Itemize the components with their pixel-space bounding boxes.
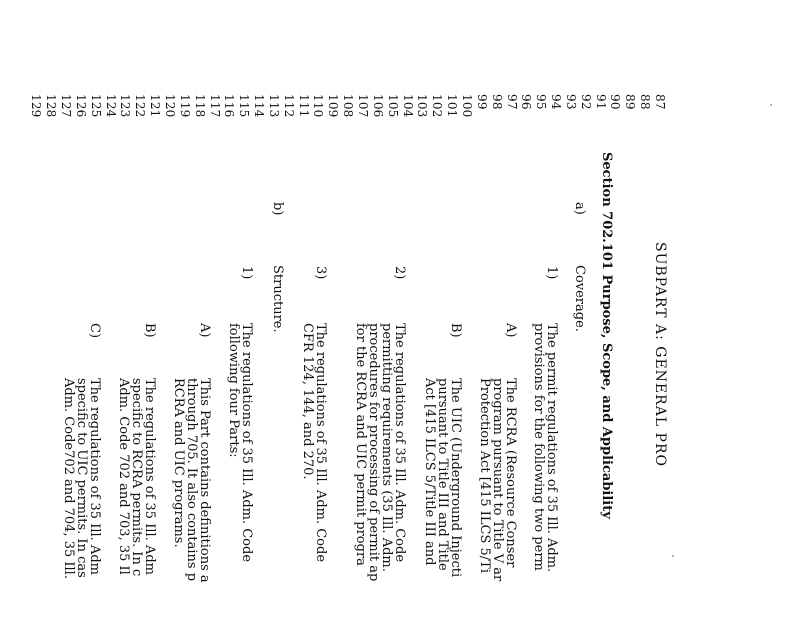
line-number: 96	[519, 94, 534, 110]
line-number: 125	[88, 94, 103, 118]
line-number: 91	[593, 94, 608, 110]
subsection-b-label: b)	[270, 202, 285, 216]
line-number: 109	[326, 94, 341, 118]
line-number: 106	[370, 94, 385, 118]
para-a1-label: 1)	[544, 266, 559, 280]
line-number: 102	[430, 94, 445, 118]
line-number: 99	[474, 94, 489, 110]
para-a2-line-3: procedures for processing of permit ap	[366, 323, 381, 582]
line-number: 121	[148, 94, 163, 118]
line-number: 97	[504, 94, 519, 110]
line-number: 115	[237, 94, 252, 118]
line-number: 128	[44, 94, 59, 118]
item-b1A-line-2: through 705. It also contains p	[184, 378, 199, 582]
line-number: 92	[578, 94, 593, 110]
item-b1A-label: A)	[197, 323, 212, 338]
para-a2-line-2: permitting requirements (35 Ill. Adm.	[379, 323, 394, 572]
line-number: 119	[177, 94, 192, 118]
item-a1B-line-1: The UIC (Underground Injecti	[448, 378, 463, 578]
line-number: 93	[563, 94, 578, 110]
line-number: 98	[489, 94, 504, 110]
line-number: 114	[252, 94, 267, 118]
item-a1B-line-2: pursuant to Title III and Title	[435, 378, 450, 571]
line-number: 100	[459, 94, 474, 118]
line-number: 108	[341, 94, 356, 118]
line-number: 111	[296, 94, 311, 118]
scan-speck	[770, 104, 772, 106]
item-b1B-label: B)	[142, 323, 157, 338]
item-b1B-line-2: specific to RCRA permits. In c	[129, 378, 144, 577]
subpart-title: SUBPART A: GENERAL PRO	[652, 242, 668, 467]
line-number: 89	[623, 94, 638, 110]
para-a3-line-2: CFR 124, 144, and 270.	[300, 323, 315, 480]
para-a1-line-1: The permit regulations of 35 Ill. Adm.	[544, 323, 559, 573]
line-number: 107	[356, 94, 370, 118]
line-number: 117	[207, 94, 222, 118]
line-number: 88	[638, 94, 653, 110]
para-b1-label: 1)	[239, 266, 254, 280]
subsection-a-title: Coverage.	[572, 265, 587, 332]
line-number: 126	[73, 94, 88, 118]
item-a1A-label: A)	[503, 323, 518, 338]
para-b1-line-1: The regulations of 35 Ill. Adm. Code	[239, 323, 254, 563]
item-b1A-line-3: RCRA and UIC programs.	[171, 378, 186, 548]
line-number: 95	[534, 94, 549, 110]
item-a1A-line-2: program pursuant to Title V ar	[490, 378, 505, 582]
line-number: 101	[445, 94, 460, 118]
para-a3-line-1: The regulations of 35 Ill. Adm. Code	[313, 323, 328, 563]
line-number: 120	[162, 94, 177, 118]
item-a1A-line-3: Protection Act [415 ILCS 5/Ti	[477, 378, 492, 573]
item-b1B-line-1: The regulations of 35 Ill. Adm	[142, 378, 157, 575]
line-number: 104	[400, 94, 415, 118]
line-number: 94	[549, 94, 564, 110]
subsection-a-label: a)	[572, 202, 587, 215]
para-a2-line-4: for the RCRA and UIC permit progra	[353, 323, 368, 566]
line-number: 103	[415, 94, 430, 118]
section-heading: Section 702.101 Purpose, Scope, and Applicability	[599, 152, 614, 519]
line-number: 124	[103, 94, 118, 118]
para-a3-label: 3)	[313, 266, 328, 280]
line-number: 122	[133, 94, 148, 118]
line-number: 110	[311, 94, 326, 118]
subsection-b-title: Structure.	[270, 265, 285, 333]
line-number: 87	[653, 94, 667, 110]
line-number: 123	[118, 94, 133, 118]
line-number: 129	[29, 94, 44, 118]
line-number: 116	[222, 94, 237, 118]
scan-speck	[672, 555, 674, 557]
item-a1A-line-1: The RCRA (Resource Conser	[503, 378, 518, 568]
item-b1A-line-1: This Part contains definitions a	[197, 378, 212, 583]
para-a1-line-2: provisions for the following two perm	[531, 323, 546, 571]
item-a1B-label: B)	[448, 323, 463, 338]
line-number: 118	[192, 94, 207, 118]
line-number: 90	[608, 94, 623, 110]
para-a2-line-1: The regulations of 35 Ill. Adm. Code	[392, 323, 407, 563]
para-a2-label: 2)	[392, 266, 407, 280]
line-number: 112	[281, 94, 296, 118]
line-number: 113	[266, 94, 281, 118]
item-b1C-line-3: Adm. Code702 and 704, 35 Ill.	[61, 378, 76, 579]
item-b1C-line-1: The regulations of 35 Ill. Adm	[87, 378, 102, 575]
line-number: 105	[385, 94, 400, 118]
item-b1C-line-2: specific to UIC permits. In cas	[74, 378, 89, 578]
item-a1B-line-3: Act [415 ILCS 5/Title III and	[422, 378, 437, 566]
item-b1B-line-3: Adm. Code 702 and 703, 35 Il	[116, 378, 131, 575]
para-b1-line-2: following four Parts:	[226, 323, 241, 458]
item-b1C-label: C)	[87, 323, 102, 339]
line-number: 127	[59, 94, 73, 118]
